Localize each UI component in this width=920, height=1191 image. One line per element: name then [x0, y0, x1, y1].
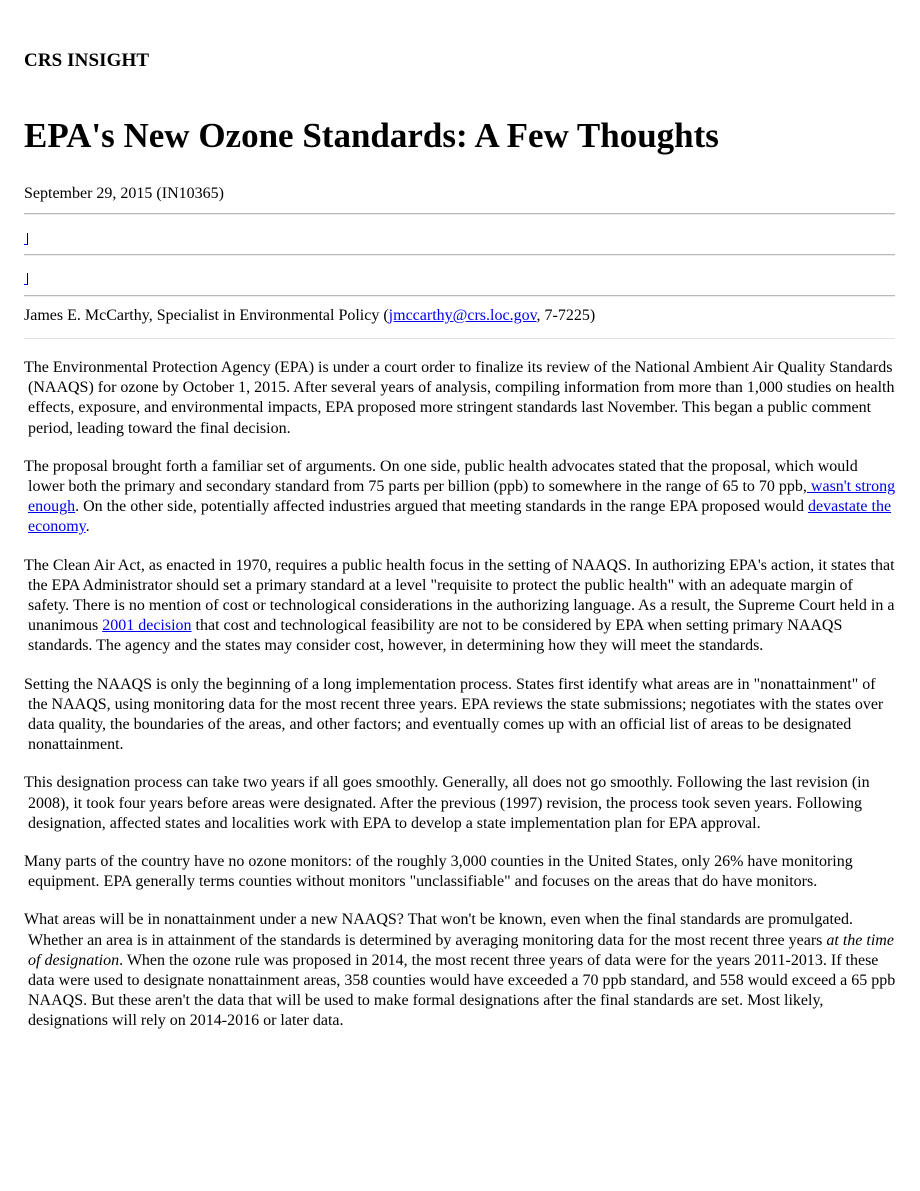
empty-anchor-link[interactable] [24, 231, 28, 245]
report-kicker: CRS INSIGHT [24, 50, 150, 71]
2001-decision-link[interactable]: 2001 decision [102, 617, 192, 635]
paragraph: The Environmental Protection Agency (EPA) is under a court order to finalize its review of the National Ambient Air Quality Standards (NAAQS) for ozone by October 1, 2015. After several years of analysis, compiling information from more than 1,000 studies on health effects, exposure, and environmental impacts, EPA proposed more stringent standards last November. This began a public comment period, leading toward the final decision. [24, 359, 895, 437]
emphasis: at the time of designation [28, 931, 894, 969]
divider [24, 254, 895, 256]
report-dateline: September 29, 2015 (IN10365) [24, 185, 224, 202]
devastate-the-economy-link[interactable]: devastate the economy [28, 498, 892, 536]
author-phone: , 7-7225) [536, 307, 596, 324]
paragraph: The proposal brought forth a familiar set of arguments. On one side, public health advocates stated that the proposal, which would lower both the primary and secondary standard from 75 parts per billion (ppb) to somewhere in the range of 65 to 70 ppb, wasn't strong enough. On the other side, potentially affected industries argued that meeting standards in the range EPA proposed would devastate the economy. [24, 457, 896, 536]
author-email-link[interactable]: jmccarthy@crs.loc.gov [388, 307, 537, 324]
paragraph: What areas will be in nonattainment under a new NAAQS? That won't be known, even when the final standards are promulgated. Whether an area is in attainment of the standards is determined by averaging monitoring data for the most recent three years at the time of designation. When the ozone rule was proposed in 2014, the most recent three years of data were for the years 2011-2013. If these data were used to designate nonattainment areas, 358 counties would have exceeded a 70 ppb standard, and 558 would exceed a 65 ppb NAAQS. But these aren't the data that will be used to make formal designations after the final standards are set. Most likely, designations will rely on 2014-2016 or later data. [24, 911, 896, 1030]
wasnt-strong-enough-link[interactable]: wasn't strong enough [28, 478, 896, 516]
author-line [24, 307, 595, 325]
paragraph: Setting the NAAQS is only the beginning of a long implementation process. States first identify what areas are in "nonattainment" of the NAAQS, using monitoring data for the most recent three years. EPA reviews the state submissions; negotiates with the states over data quality, the boundaries of the areas, and other factors; and eventually comes up with an official list of areas to be designated nonattainment. [24, 675, 884, 754]
page-title: EPA's New Ozone Standards: A Few Thoughts [24, 116, 719, 155]
divider [24, 295, 895, 297]
divider [24, 338, 895, 339]
paragraph: Many parts of the country have no ozone monitors: of the roughly 3,000 counties in the United States, only 26% have monitoring equipment. EPA generally terms counties without monitors "unclassifiable" and focuses on the areas that do have monitors. [24, 853, 853, 891]
paragraph: This designation process can take two years if all goes smoothly. Generally, all does not go smoothly. Following the last revision (in 2008), it took four years before areas were designated. After the previous (1997) revision, the process took seven years. Following designation, affected states and localities work with EPA to develop a state implementation plan for EPA approval. [24, 774, 870, 832]
author-name: James E. McCarthy, Specialist in Environmental Policy ( [24, 307, 389, 324]
empty-anchor-link[interactable] [24, 271, 28, 285]
article-body [24, 358, 898, 1050]
paragraph: The Clean Air Act, as enacted in 1970, requires a public health focus in the setting of NAAQS. In authorizing EPA's action, it states that the EPA Administrator should set a primary standard at a level "requisite to protect the public health" with an adequate margin of safety. There is no mention of cost or technological considerations in the authorizing language. As a result, the Supreme Court held in a unanimous 2001 decision that cost and technological feasibility are not to be considered by EPA when setting primary NAAQS standards. The agency and the states may consider cost, however, in determining how they will meet the standards. [24, 556, 895, 655]
divider [24, 213, 895, 215]
